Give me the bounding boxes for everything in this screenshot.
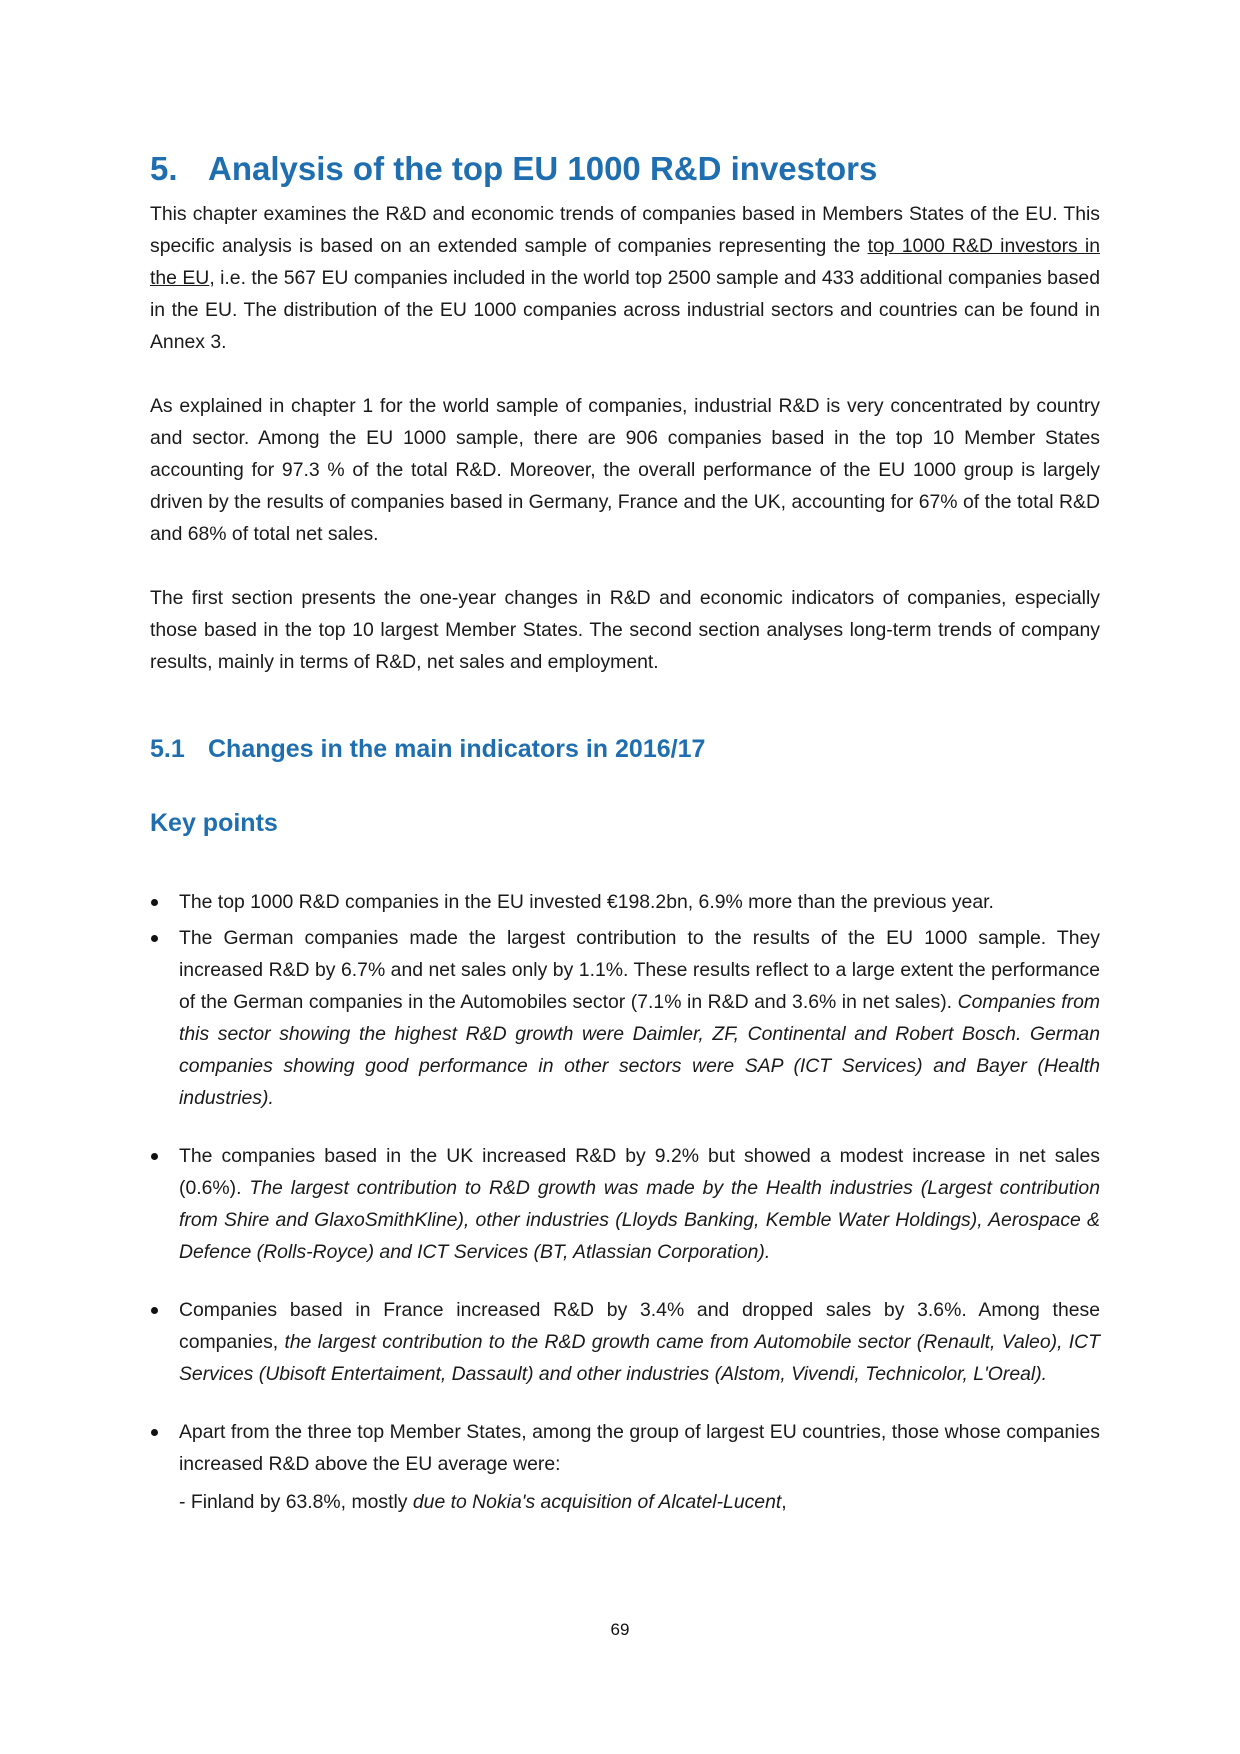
list-item <box>150 886 1100 918</box>
bullet-text-plain: The companies based in the UK increased R&D by 9.2% but showed a modest increase in net sales (0.6%). <box>179 1145 1100 1199</box>
bullet-text-italic: the largest contribution to the R&D growth came from Automobile sector (Renault, Valeo), ICT Services (Ubisoft Entertaiment, Dassault) and other industries (Alstom, Vivendi, Technicolor, L'Oreal). <box>179 1331 1100 1385</box>
key-points-heading: Key points <box>150 809 278 837</box>
section-title: Changes in the main indicators in 2016/17 <box>208 735 706 763</box>
list-item <box>150 1294 1100 1390</box>
bullet-text <box>179 1294 1100 1390</box>
intro-paragraph-2: As explained in chapter 1 for the world sample of companies, industrial R&D is very concentrated by country and sector. Among the EU 1000 sample, there are 906 companies based in the top 10 Member States accounting for 97.3 % of the total R&D. Moreover, the overall performance of the EU 1000 group is largely driven by the results of companies based in Germany, France and the UK, accounting for 67% of the total R&D and 68% of total net sales. <box>150 395 1100 545</box>
intro-text: This chapter examines the R&D and economic trends of companies based in Members States of the EU. This specific analysis is based on an extended sample of companies representing the <box>150 203 1100 257</box>
sub-item-finland <box>150 1486 1100 1518</box>
bullet-text-plain: The German companies made the largest contribution to the results of the EU 1000 sample. They increased R&D by 6.7% and net sales only by 1.1%. These results reflect to a large extent the performance of the German companies in the Automobiles sector (7.1% in R&D and 3.6% in net sales). <box>179 927 1100 1013</box>
section-number: 5.1 <box>150 735 185 763</box>
intro-text: , i.e. the 567 EU companies included in the world top 2500 sample and 433 additional companies based in the EU. The distribution of the EU 1000 companies across industrial sectors and countries can be found in Annex 3. <box>150 267 1101 353</box>
sub-text-italic: due to Nokia's acquisition of Alcatel-Lucent <box>412 1491 782 1513</box>
list-item <box>150 922 1100 1114</box>
bullet-text <box>179 922 1100 1114</box>
bullet-text-italic: Companies from this sector showing the highest R&D growth were Daimler, ZF, Continental and Robert Bosch. German companies showing good performance in other sectors were SAP (ICT Services) and Bayer (Health industries). <box>179 991 1101 1109</box>
page-number: 69 <box>610 1620 630 1639</box>
top-1000-link[interactable]: top 1000 R&D investors in the EU <box>150 235 1101 289</box>
bullet-text: The top 1000 R&D companies in the EU invested €198.2bn, 6.9% more than the previous year. <box>179 891 994 913</box>
bullet-text <box>179 1140 1100 1268</box>
chapter-number: 5. <box>150 150 178 187</box>
chapter-heading <box>150 150 1100 188</box>
page-body <box>150 150 1100 1518</box>
section-heading <box>150 735 1100 764</box>
list-item <box>150 1140 1100 1268</box>
list-item <box>150 1416 1100 1480</box>
sub-text-plain: - Finland by 63.8%, mostly <box>179 1491 413 1513</box>
bullet-text-italic: The largest contribution to R&D growth was made by the Health industries (Largest contribution from Shire and GlaxoSmithKline), other industries (Lloyds Banking, Kemble Water Holdings), Aerospace & Defence (Rolls-Royce) and ICT Services (BT, Atlassian Corporation). <box>179 1177 1100 1263</box>
chapter-title: Analysis of the top EU 1000 R&D investors <box>208 150 878 187</box>
intro-paragraph-3: The first section presents the one-year changes in R&D and economic indicators of companies, especially those based in the top 10 largest Member States. The second section analyses long-term trends of company results, mainly in terms of R&D, net sales and employment. <box>150 587 1100 673</box>
key-points-list <box>150 886 1100 1480</box>
sub-text-plain: , <box>781 1491 787 1513</box>
bullet-text-plain: Companies based in France increased R&D by 3.4% and dropped sales by 3.6%. Among these companies, <box>179 1299 1100 1353</box>
bullet-text: Apart from the three top Member States, among the group of largest EU countries, those whose companies increased R&D above the EU average were: <box>179 1421 1100 1475</box>
intro-paragraph-1 <box>150 198 1100 358</box>
